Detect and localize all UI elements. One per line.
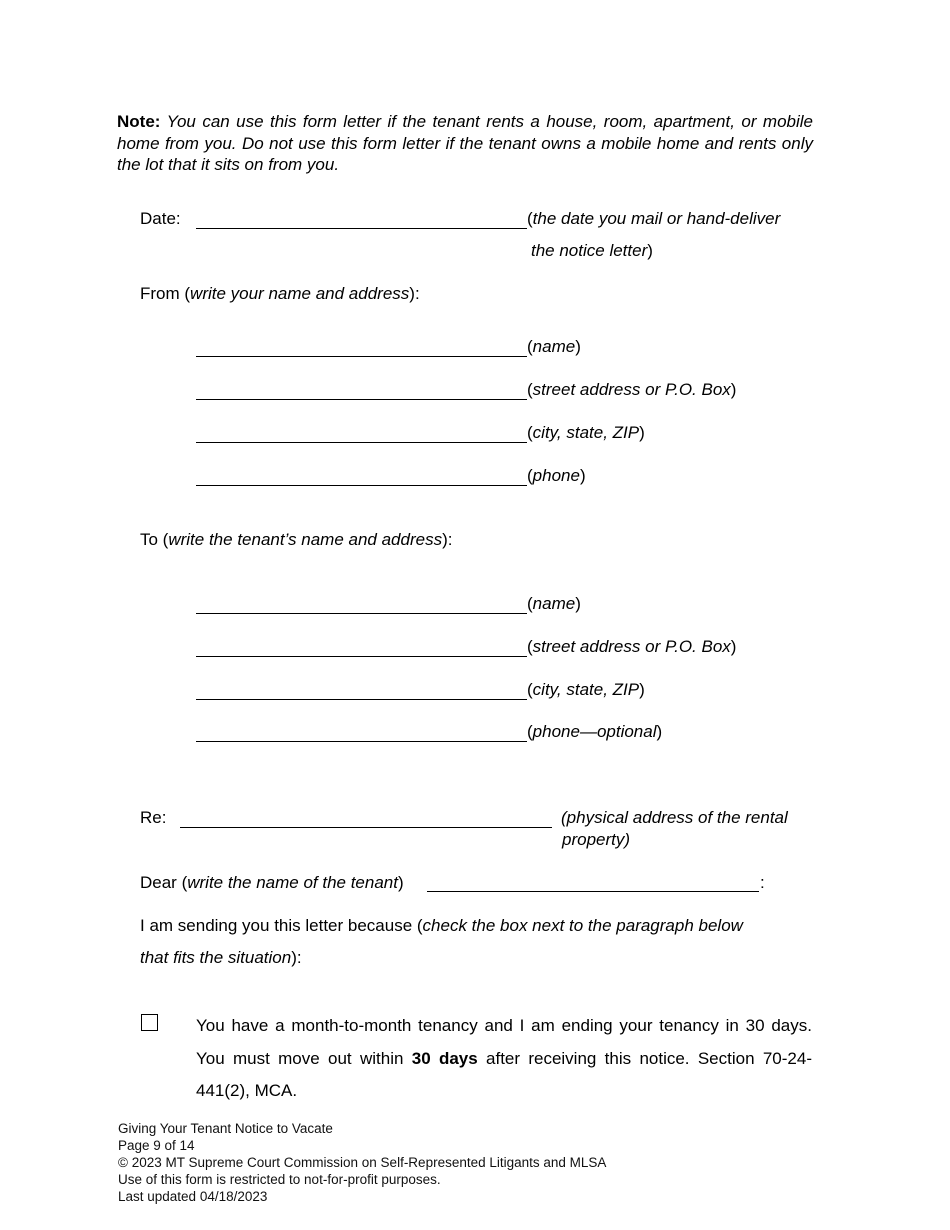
to-street-hint: (street address or P.O. Box) xyxy=(527,637,737,656)
to-city-hint: (city, state, ZIP) xyxy=(527,680,645,699)
dear-field-line[interactable] xyxy=(427,891,759,892)
to-phone-hint: (phone—optional) xyxy=(527,722,663,741)
from-city-hint: (city, state, ZIP) xyxy=(527,423,645,442)
option1-bold-days: 30 days xyxy=(411,1048,478,1068)
dear-label: Dear (write the name of the tenant) xyxy=(140,873,404,892)
from-phone-line[interactable] xyxy=(196,485,527,486)
from-name-hint: (name) xyxy=(527,337,581,356)
re-field-line[interactable] xyxy=(180,827,552,828)
re-label: Re: xyxy=(140,808,167,827)
from-phone-hint: (phone) xyxy=(527,466,586,485)
re-hint-line1: (physical address of the rental xyxy=(561,808,788,827)
footer-copyright: © 2023 MT Supreme Court Commission on Self-Represented Litigants and MLSA xyxy=(118,1155,607,1170)
to-city-line[interactable] xyxy=(196,699,527,700)
footer-title: Giving Your Tenant Notice to Vacate xyxy=(118,1121,333,1136)
to-name-line[interactable] xyxy=(196,613,527,614)
date-field-line[interactable] xyxy=(196,228,527,229)
date-hint-cont: the notice letter) xyxy=(531,241,653,260)
sending-line2: that fits the situation): xyxy=(140,948,302,967)
from-city-line[interactable] xyxy=(196,442,527,443)
note-label: Note: xyxy=(117,112,161,131)
option1-checkbox[interactable] xyxy=(141,1014,158,1031)
from-name-line[interactable] xyxy=(196,356,527,357)
date-hint-line1: the date you mail or hand-deliver xyxy=(532,209,781,228)
date-hint-line2: the notice letter xyxy=(531,241,648,260)
from-label: From (write your name and address): xyxy=(140,284,420,303)
dear-colon: : xyxy=(760,873,765,892)
re-hint-line2: property) xyxy=(562,830,631,849)
sending-line1: I am sending you this letter because (check the box next to the paragraph below xyxy=(140,916,743,935)
footer-restriction: Use of this form is restricted to not-for-profit purposes. xyxy=(118,1172,441,1187)
from-street-hint: (street address or P.O. Box) xyxy=(527,380,737,399)
footer-page: Page 9 of 14 xyxy=(118,1138,195,1153)
footer-updated: Last updated 04/18/2023 xyxy=(118,1189,268,1204)
date-label: Date: xyxy=(140,209,181,228)
to-street-line[interactable] xyxy=(196,656,527,657)
option1-paragraph: You have a month-to-month tenancy and I am ending your tenancy in 30 days. You must move out within 30 days after receiving this notice. Section 70-24-441(2), MCA. xyxy=(196,1016,812,1100)
note-paragraph xyxy=(117,111,813,176)
to-label: To (write the tenant’s name and address): xyxy=(140,530,453,549)
note-text: You can use this form letter if the tenant rents a house, room, apartment, or mobile home from you. Do not use this form letter if the tenant owns a mobile home and rents only the lot that it sits on from you. xyxy=(117,112,813,174)
to-name-hint: (name) xyxy=(527,594,581,613)
from-street-line[interactable] xyxy=(196,399,527,400)
date-hint: (the date you mail or hand-deliver xyxy=(527,209,781,228)
to-phone-line[interactable] xyxy=(196,741,527,742)
